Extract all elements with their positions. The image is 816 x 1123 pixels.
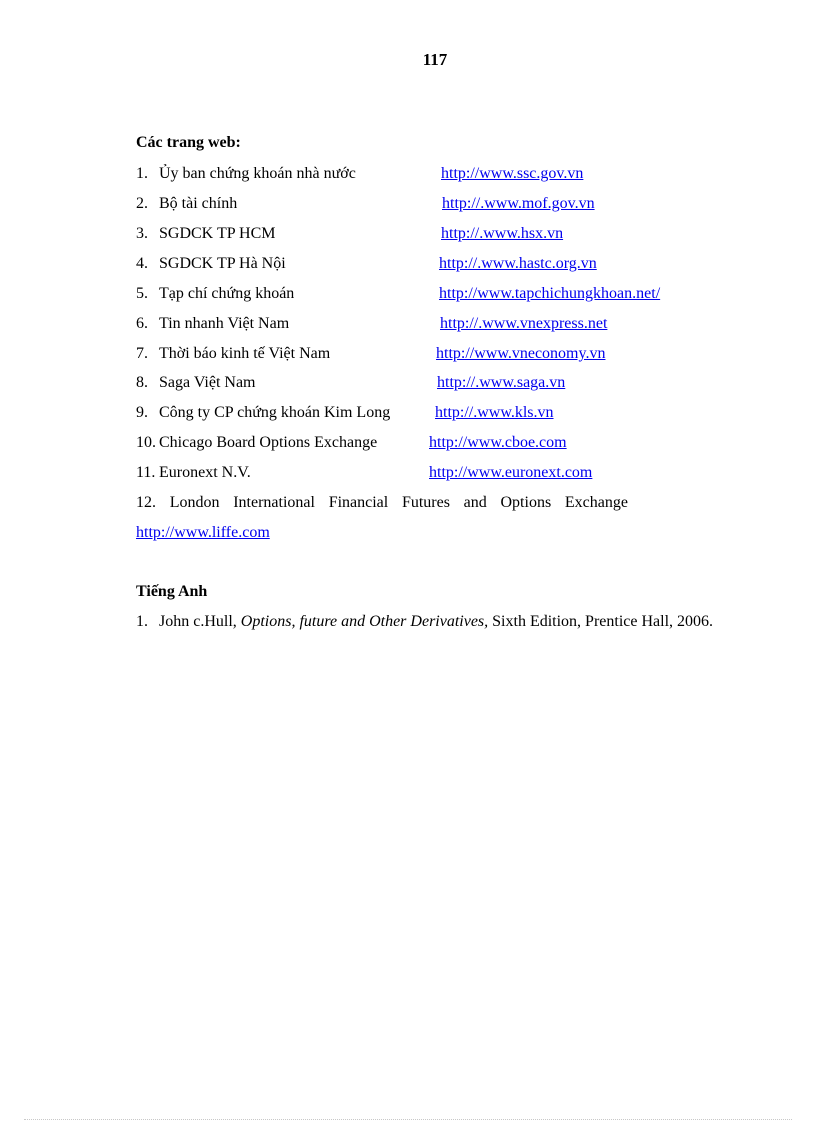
list-item [136,463,251,483]
item-word: London [169,494,220,511]
item-name: Chicago Board Options Exchange [159,434,378,451]
item-name: Bộ tài chính [159,195,238,212]
website-link[interactable]: http://.www.mof.gov.vn [442,195,595,212]
item-word: and [463,494,487,511]
item-name: SGDCK TP HCM [159,225,276,242]
item-number: 11. [136,464,156,481]
website-link[interactable]: http://www.euronext.com [429,464,593,481]
list-item [136,224,275,244]
reference-publisher: Sixth Edition, Prentice Hall, 2006. [492,613,714,630]
item-number: 9. [136,404,148,421]
reference-item [136,607,740,637]
list-item [136,194,237,214]
item-number: 2. [136,195,148,212]
list-item [136,344,330,364]
item-number: 1. [136,613,148,630]
website-link[interactable]: http://.www.hastc.org.vn [439,255,597,272]
item-word: International [233,494,315,511]
list-item [136,403,390,423]
websites-heading: Các trang web: [136,134,241,151]
website-link[interactable]: http://www.cboe.com [429,434,567,451]
item-number: 3. [136,225,148,242]
item-name: Tin nhanh Việt Nam [159,315,290,332]
website-link[interactable]: http://www.ssc.gov.vn [441,165,584,182]
list-item [136,433,377,453]
item-number: 12. [136,494,156,511]
item-name: Ủy ban chứng khoán nhà nước [159,165,356,182]
item-word: Financial [328,494,389,511]
website-link[interactable]: http://www.tapchichungkhoan.net/ [439,285,661,302]
item-name: Thời báo kinh tế Việt Nam [159,345,331,362]
website-link[interactable]: http://www.liffe.com [136,524,270,541]
page-number: 117 [422,50,448,69]
item-name: SGDCK TP Hà Nội [159,255,286,272]
item-number: 6. [136,315,148,332]
item-word: Options [500,494,552,511]
list-item [136,314,289,334]
list-item [136,493,628,513]
list-item [136,284,294,304]
item-name: Tạp chí chứng khoán [159,285,295,302]
item-word: Futures [401,494,450,511]
english-heading: Tiếng Anh [136,583,208,600]
item-word: Exchange [564,494,628,511]
item-number: 7. [136,345,148,362]
website-link[interactable]: http://www.vneconomy.vn [436,345,606,362]
list-item [136,164,356,184]
item-number: 5. [136,285,148,302]
item-name: Công ty CP chứng khoán Kim Long [159,404,391,421]
list-item [136,373,256,393]
item-name: Saga Việt Nam [159,374,256,391]
website-link[interactable]: http://.www.vnexpress.net [440,315,608,332]
item-name: Euronext N.V. [159,464,251,481]
item-number: 4. [136,255,148,272]
page-bottom-divider [24,1119,792,1120]
item-number: 1. [136,165,148,182]
website-link[interactable]: http://.www.saga.vn [437,374,566,391]
website-link[interactable]: http://.www.kls.vn [435,404,554,421]
item-number: 8. [136,374,148,391]
website-link[interactable]: http://.www.hsx.vn [441,225,564,242]
item-number: 10. [136,434,156,451]
list-item [136,254,286,274]
reference-title: Options, future and Other Derivatives, [240,613,489,630]
reference-author: John c.Hull, [159,613,237,630]
